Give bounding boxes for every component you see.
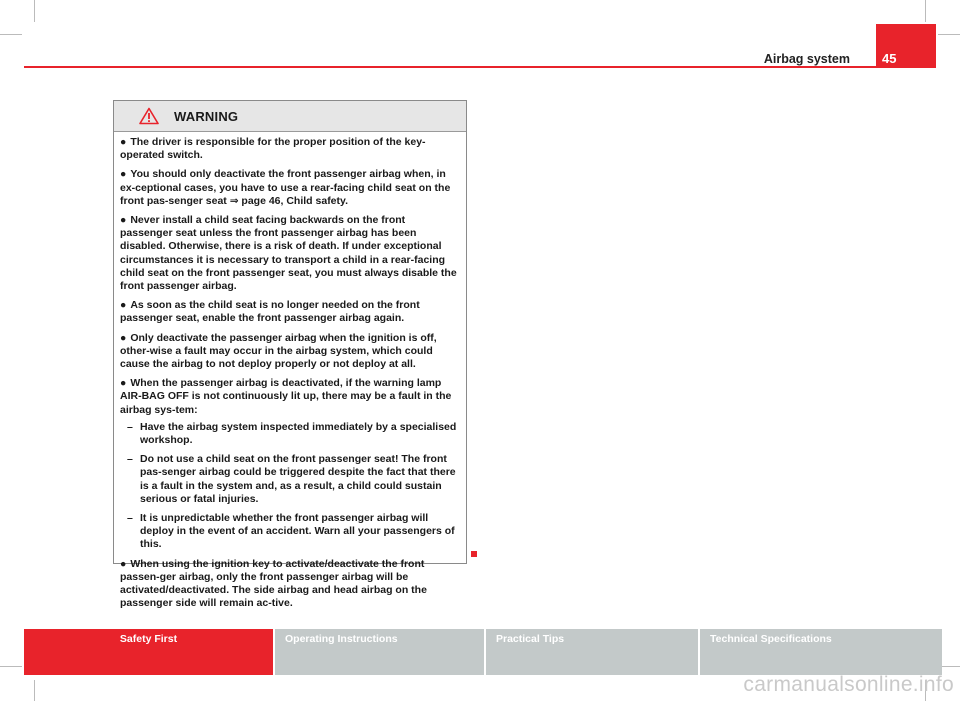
section-title: Airbag system xyxy=(763,52,850,66)
warning-box xyxy=(113,100,467,610)
dash-icon: – xyxy=(127,420,133,433)
crop-mark xyxy=(938,34,960,35)
warning-item-text: As soon as the child seat is no longer needed on the front passenger seat, enable the front passenger airbag again. xyxy=(120,299,420,325)
warning-triangle-icon xyxy=(139,107,159,125)
bullet-icon: ● xyxy=(120,377,127,390)
warning-item xyxy=(120,558,458,611)
warning-header xyxy=(114,101,466,132)
warning-sub-item xyxy=(120,512,458,552)
dash-icon: – xyxy=(127,453,133,466)
footer-tab-operating-instructions[interactable]: Operating Instructions xyxy=(275,629,484,675)
warning-item xyxy=(120,299,458,325)
warning-item-text: When using the ignition key to activate/deactivate the front passen-ger airbag, only the front passenger airbag will be activated/deactivated. The side airbag and head airbag on the passenger side will remain ac-tive. xyxy=(120,557,427,610)
crop-mark xyxy=(0,666,22,667)
warning-item-text: Never install a child seat facing backwards on the front passenger seat unless the front passenger airbag has been disabled. Otherwise, there is a risk of death. If under exceptional circumstances it is necessary to transport a child in a rear-facing child seat on the front passenger seat, you must always disable the front passenger airbag. xyxy=(120,214,457,293)
page-number: 45 xyxy=(876,24,936,68)
crop-mark xyxy=(0,34,22,35)
footer-tab-technical-specifications[interactable]: Technical Specifications xyxy=(700,629,942,675)
footer-tab-practical-tips[interactable]: Practical Tips xyxy=(486,629,698,675)
warning-title: WARNING xyxy=(174,109,239,124)
warning-item-text: You should only deactivate the front passenger airbag when, in ex-ceptional cases, you have to use a rear-facing child seat on the front pas-senger seat ⇒ page 46, Child safety. xyxy=(120,168,451,207)
warning-sub-item xyxy=(120,453,458,506)
bullet-icon: ● xyxy=(120,299,127,312)
warning-body xyxy=(114,132,466,611)
section-end-mark xyxy=(471,551,477,557)
bullet-icon: ● xyxy=(120,557,127,570)
warning-sub-item-text: It is unpredictable whether the front passenger airbag will deploy in the event of an accident. Warn all your passengers of this. xyxy=(140,512,455,551)
header-rule xyxy=(24,66,936,68)
crop-mark xyxy=(34,0,35,22)
warning-sub-item-text: Have the airbag system inspected immediately by a specialised workshop. xyxy=(140,420,457,447)
warning-item xyxy=(120,377,458,417)
crop-mark xyxy=(925,0,926,22)
bullet-icon: ● xyxy=(120,214,127,227)
footer-tab-safety-first[interactable]: Safety First xyxy=(24,629,273,675)
warning-sub-item-text: Do not use a child seat on the front passenger seat! The front pas-senger airbag could be triggered despite the fact that there is a fault in the system and, as a result, a child could sustain serious or fatal injuries. xyxy=(140,453,456,505)
dash-icon: – xyxy=(127,512,133,525)
watermark: carmanualsonline.info xyxy=(743,673,954,696)
warning-item xyxy=(120,332,458,372)
warning-item xyxy=(120,214,458,293)
bullet-icon: ● xyxy=(120,136,127,148)
warning-item-text: When the passenger airbag is deactivated, if the warning lamp AIR-BAG OFF is not continuously lit up, there may be a fault in the airbag sys-tem: xyxy=(120,377,452,416)
warning-item xyxy=(120,136,458,162)
warning-item xyxy=(120,168,458,208)
warning-item-text: Only deactivate the passenger airbag when the ignition is off, other-wise a fault may occur in the airbag system, which could cause the airbag to not deploy properly or not deploy at all. xyxy=(120,331,437,371)
bullet-icon: ● xyxy=(120,331,127,344)
bullet-icon: ● xyxy=(120,168,127,181)
crop-mark xyxy=(34,680,35,701)
warning-item-text: The driver is responsible for the proper position of the key-operated switch. xyxy=(120,136,426,162)
warning-sub-item xyxy=(120,421,458,447)
footer-nav xyxy=(24,629,942,675)
